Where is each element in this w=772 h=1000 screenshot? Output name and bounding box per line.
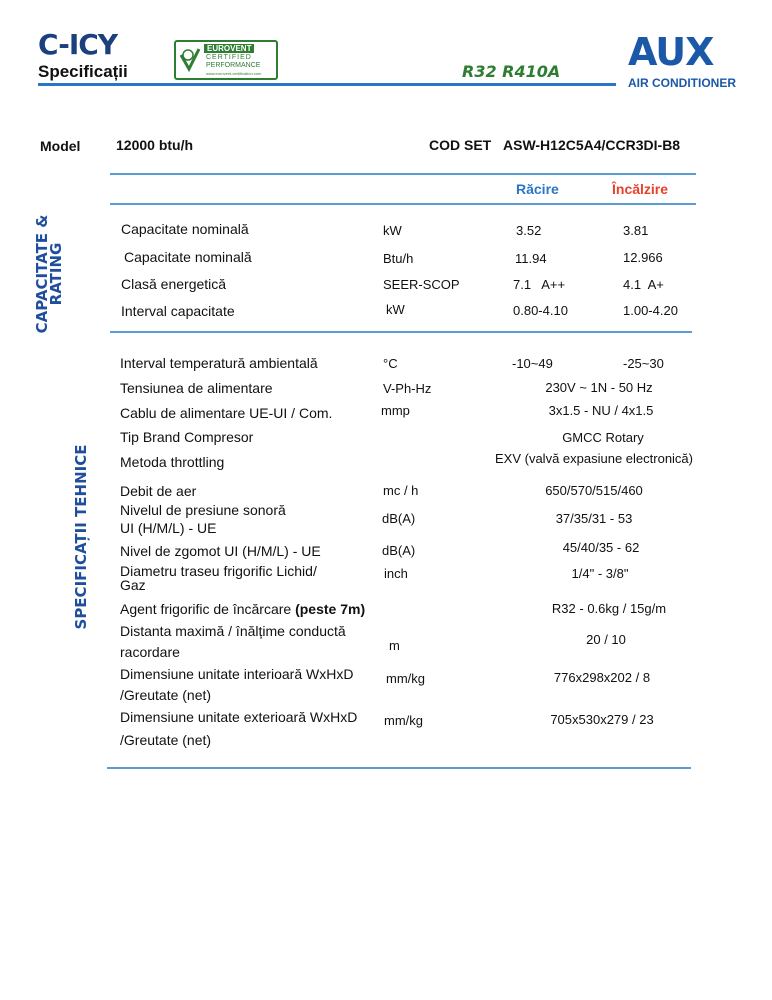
- row-unit: V-Ph-Hz: [383, 381, 432, 396]
- row-value: 650/570/515/460: [545, 483, 643, 498]
- row-label: Nivel de zgomot UI (H/M/L) - UE: [120, 543, 321, 559]
- row-unit: mm/kg: [386, 671, 425, 686]
- row-value: 37/35/31 - 53: [555, 511, 633, 526]
- row-cooling-value: 7.1 A++: [513, 277, 566, 292]
- row-label: /Greutate (net): [120, 687, 212, 703]
- row-label: Capacitate nominală: [121, 221, 249, 237]
- eurovent-certification-logo: [174, 40, 278, 80]
- page-title: Specificații: [38, 62, 128, 81]
- row-label: [120, 601, 365, 617]
- row-unit: mmp: [381, 403, 410, 418]
- table-bottom-rule: [107, 767, 691, 769]
- row-label: Interval capacitate: [121, 303, 235, 319]
- row-label: Dimensiune unitate exterioară WxHxD: [120, 709, 358, 725]
- row-label: UI (H/M/L) - UE: [120, 520, 217, 536]
- column-heating: Încălzire: [612, 181, 669, 197]
- row-label: Nivelul de presiune sonoră: [120, 502, 286, 518]
- refrigerant-badges: R32 R410A: [462, 62, 561, 81]
- row-label: racordare: [120, 644, 180, 660]
- row-value: 705x530x279 / 23: [550, 712, 654, 727]
- row-unit: °C: [383, 356, 398, 371]
- row-value: R32 - 0.6kg / 15g/m: [551, 601, 667, 616]
- row-heating-value: -25~30: [623, 356, 664, 371]
- row-value: 230V ~ 1N - 50 Hz: [545, 380, 653, 395]
- row-value: 45/40/35 - 62: [562, 540, 640, 555]
- row-label: Distanta maximă / înălțime conductă: [120, 623, 346, 639]
- cert-url: www.eurovent-certification.com: [206, 71, 262, 76]
- header-divider: [38, 83, 616, 86]
- row-unit: mc / h: [383, 483, 419, 498]
- row-unit: dB(A): [382, 511, 416, 526]
- row-value: 1/4" - 3/8": [571, 566, 629, 581]
- row-cooling-value: 3.52: [516, 223, 542, 238]
- row-heating-value: 1.00-4.20: [623, 303, 678, 318]
- row-unit: kW: [383, 223, 402, 238]
- row-heating-value: 12.966: [623, 250, 663, 265]
- row-cooling-value: -10~49: [512, 356, 553, 371]
- row-unit: mm/kg: [384, 713, 423, 728]
- checkmark-icon: [179, 45, 201, 73]
- row-label: Diametru traseu frigorific Lichid/: [120, 563, 317, 579]
- cert-line-3: PERFORMANCE: [206, 62, 261, 69]
- section-label-tech: SPECIFICAȚII TEHNICE: [72, 444, 90, 630]
- row-label: Tip Brand Compresor: [120, 429, 254, 445]
- row-unit: dB(A): [382, 543, 416, 558]
- row-heating-value: 3.81: [623, 223, 649, 238]
- row-label: Cablu de alimentare UE-UI / Com.: [120, 405, 333, 421]
- row-unit: SEER-SCOP: [383, 277, 460, 292]
- codset-value: ASW-H12C5A4/CCR3DI-B8: [503, 137, 681, 153]
- row-label: Interval temperatură ambientală: [120, 355, 318, 371]
- row-value: 776x298x202 / 8: [553, 670, 651, 685]
- column-cooling: Răcire: [516, 181, 559, 197]
- codset-label: COD SET: [429, 137, 492, 153]
- row-cooling-value: 11.94: [515, 251, 547, 266]
- row-cooling-value: 0.80-4.10: [513, 303, 568, 318]
- section-label-capacity: CAPACITATE & RATING: [33, 214, 65, 334]
- row-unit: Btu/h: [383, 251, 414, 266]
- cert-line-2: CERTIFIED: [206, 54, 252, 61]
- row-value: 3x1.5 - NU / 4x1.5: [548, 403, 654, 418]
- row-value: 20 / 10: [586, 632, 626, 647]
- row-label: Metoda throttling: [120, 454, 225, 470]
- model-value: 12000 btu/h: [116, 137, 194, 153]
- model-label: Model: [40, 138, 81, 154]
- row-unit: inch: [384, 566, 408, 581]
- row-label: Dimensiune unitate interioară WxHxD: [120, 666, 354, 682]
- row-label: /Greutate (net): [120, 732, 212, 748]
- aux-logo: AUX: [628, 30, 714, 74]
- row-label-emphasis: (peste 7m): [295, 601, 366, 617]
- row-value: EXV (valvă expasiune electronică): [495, 451, 693, 466]
- row-label: Debit de aer: [120, 483, 197, 499]
- row-label: Gaz: [120, 577, 146, 593]
- table-top-rule: [110, 173, 696, 175]
- capacity-bottom-rule: [110, 331, 692, 333]
- header-bottom-rule: [110, 203, 696, 205]
- row-value: GMCC Rotary: [562, 430, 644, 445]
- row-unit: kW: [386, 302, 405, 317]
- brand-logo: C-ICY: [38, 28, 118, 61]
- row-label: Clasă energetică: [121, 276, 227, 292]
- row-label: Tensiunea de alimentare: [120, 380, 273, 396]
- row-heating-value: 4.1 A+: [623, 277, 664, 292]
- row-label-text: Agent frigorific de încărcare: [120, 601, 296, 617]
- cert-line-1: EUROVENT: [204, 44, 254, 53]
- row-label: Capacitate nominală: [124, 249, 252, 265]
- aux-logo-subtitle: AIR CONDITIONER: [628, 76, 736, 90]
- row-unit: m: [389, 638, 400, 653]
